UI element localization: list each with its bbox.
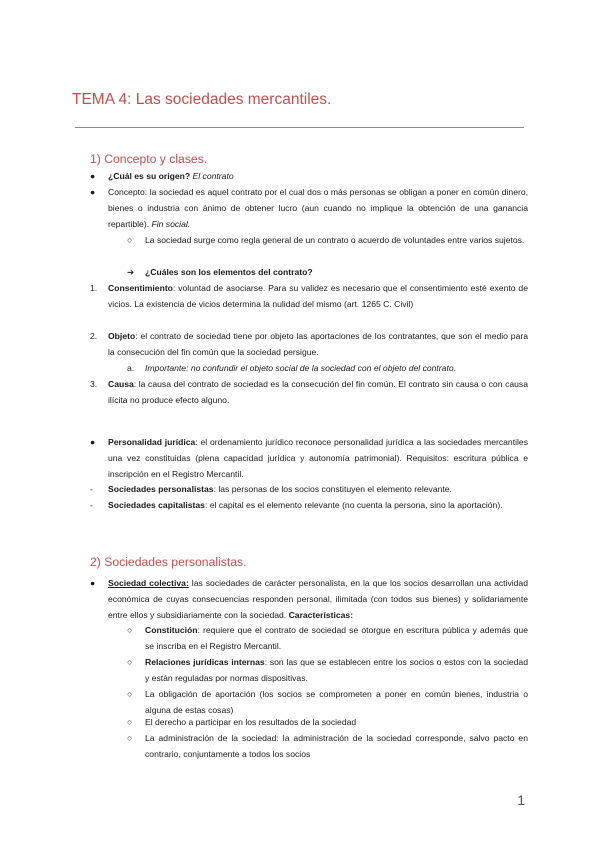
list-number: 3. [90, 379, 98, 389]
importante-text: Importante: no confundir el objeto social de la sociedad con el objeto del contrato. [145, 363, 457, 373]
caracteristicas-label: Características: [288, 610, 354, 620]
concept-italic: Fin social. [151, 219, 191, 229]
constitucion-item [145, 622, 528, 654]
consentimiento-text: : voluntad de asociarse. Para su validez es necesario que el consentimiento esté exento de vicios. La existencia de vicios determina la nulidad del mismo (art. 1265 C. Civil) [108, 283, 528, 309]
origin-question-label: ¿Cuál es su origen? [108, 171, 191, 181]
personalidad-label: Personalidad jurídica [108, 437, 196, 447]
circle-marker: ○ [127, 689, 133, 699]
causa-text: : la causa del contrato de sociedad es la consecución del fin común. El contrato sin causa o con causa ilícita no produce efecto alguno. [108, 379, 528, 405]
origin-question [108, 168, 528, 184]
capitalistas-paragraph [108, 497, 528, 513]
concept-subpoint: La sociedad surge como regla general de un contrato o acuerdo de voluntades entre varios sujetos. [145, 235, 525, 245]
constitucion-text: : requiere que el contrato de sociedad se otorgue en escritura pública y además que se inscriba en el Registro Mercantil. [145, 625, 528, 651]
bullet-marker: ● [90, 171, 96, 181]
administracion-item: La administración de la sociedad: la administración de la sociedad corresponde, salvo pacto en contrario, conjuntamente a todos los socios [145, 733, 528, 759]
section-heading-personalistas: 2) Sociedades personalistas. [90, 555, 247, 569]
objeto-label: Objeto [108, 331, 136, 341]
circle-marker: ○ [127, 657, 133, 667]
colectiva-paragraph [108, 575, 528, 623]
colectiva-label: Sociedad colectiva: [108, 578, 189, 588]
circle-marker: ○ [127, 235, 133, 245]
objeto-text: : el contrato de sociedad tiene por objeto las aportaciones de los contratantes, que son el medio para la consecución del fin común que la sociedad persigue. [108, 331, 528, 357]
relaciones-label: Relaciones jurídicas internas [145, 657, 265, 667]
importante-note [145, 360, 528, 376]
origin-answer: El contrato [192, 171, 234, 181]
elements-question [145, 264, 528, 280]
causa-paragraph [108, 376, 528, 408]
consentimiento-paragraph [108, 280, 528, 312]
objeto-paragraph [108, 328, 528, 360]
relaciones-text: : son las que se establecen entre los socios o estos con la sociedad y están reguladas por normas dispositivas. [145, 657, 528, 683]
list-number: 2. [90, 331, 98, 341]
personalidad-text: : el ordenamiento jurídico reconoce personalidad jurídica a las sociedades mercantiles una vez constituidas (plena capacidad jurídica y autonomía patrimonial). Requisitos: escritura pública e inscripción en el Registro Mercantil. [108, 437, 528, 479]
personalistas-paragraph [108, 481, 528, 497]
dash-marker: - [90, 500, 93, 510]
section-heading-concepto: 1) Concepto y clases. [90, 152, 208, 166]
capitalistas-text: : el capital es el elemento relevante (no cuenta la persona, sino la aportación). [204, 500, 503, 510]
personalistas-label: Sociedades personalistas [108, 484, 214, 494]
derecho-item: El derecho a participar en los resultados de la sociedad [145, 717, 357, 727]
page-number: 1 [517, 792, 525, 808]
bullet-marker: ● [90, 187, 96, 197]
circle-marker: ○ [127, 625, 133, 635]
constitucion-label: Constitución [145, 625, 198, 635]
title-divider [75, 127, 524, 128]
concept-text: la sociedad es aquel contrato por el cual dos o más personas se obligan a poner en común dinero, bienes o industria con ánimo de obtener lucro (aun cuando no implique la obtención de una ganancia repartible). [108, 187, 529, 229]
page-title: TEMA 4: Las sociedades mercantiles. [72, 91, 332, 108]
relaciones-item [145, 654, 528, 686]
dash-marker: - [90, 484, 93, 494]
personalidad-paragraph [108, 434, 528, 482]
consentimiento-label: Consentimiento [108, 283, 173, 293]
personalistas-text: : las personas de los socios constituyen el elemento relevante. [213, 484, 452, 494]
arrow-marker: ➔ [127, 267, 135, 277]
colectiva-text: las sociedades de carácter personalista, en la que los socios desarrollan una actividad económica de cuyas consecuencias responden personal, ilimitada (con todos sus bienes) y solidariamente entre ellos y subsidiariamente con la sociedad. [108, 578, 528, 620]
capitalistas-label: Sociedades capitalistas [108, 500, 205, 510]
elements-question-text: ¿Cuáles son los elementos del contrato? [145, 267, 313, 277]
list-number: 1. [90, 283, 98, 293]
bullet-marker: ● [90, 578, 96, 588]
list-letter: a. [127, 363, 135, 373]
causa-label: Causa [108, 379, 134, 389]
circle-marker: ○ [127, 733, 133, 743]
concept-label: Concepto: [108, 187, 148, 197]
aportacion-item: La obligación de aportación (los socios se comprometen a poner en común bienes, industria o alguna de estas cosas) [145, 689, 528, 715]
bullet-marker: ● [90, 437, 96, 447]
concept-paragraph [108, 184, 528, 232]
circle-marker: ○ [127, 717, 133, 727]
